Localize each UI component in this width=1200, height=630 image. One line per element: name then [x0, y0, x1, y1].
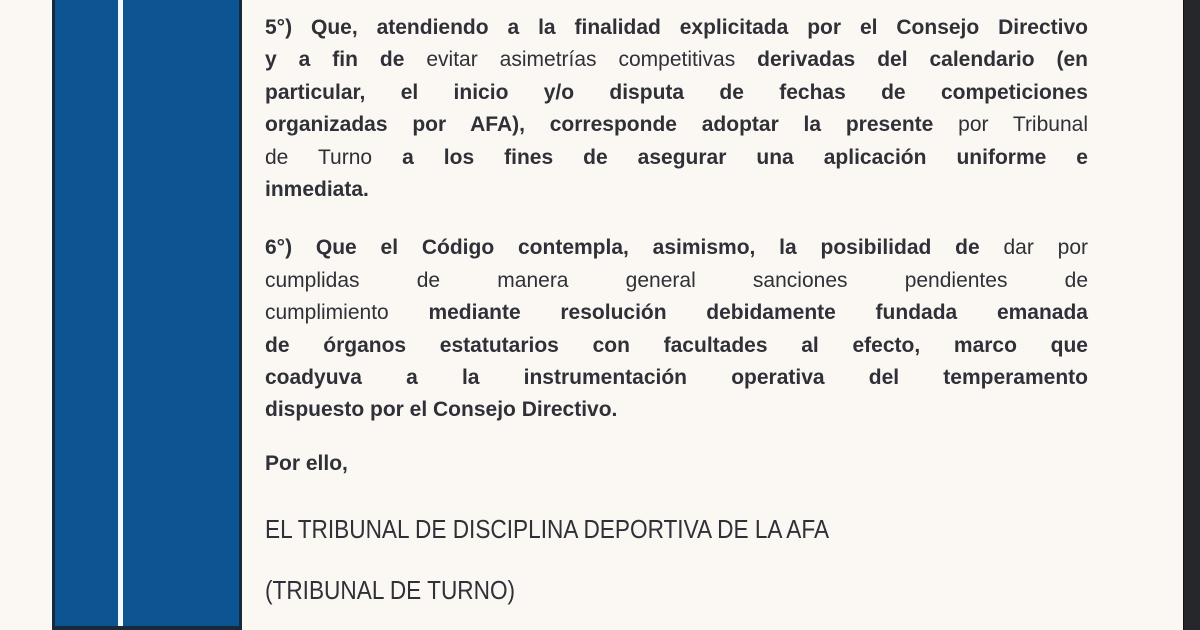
- document-line: [265, 394, 1088, 426]
- paragraph-considerando-6: [265, 232, 1088, 426]
- regular-text-segment: de Turno: [265, 145, 403, 169]
- regular-text-segment: cumplimiento: [265, 301, 429, 325]
- bold-text-segment: de órganos estatutarios con facultades al efecto, marco que: [265, 333, 1088, 357]
- bold-text-segment: derivadas del calendario (en: [757, 48, 1088, 72]
- afa-brand-bars: [52, 0, 242, 630]
- right-edge-bar: [1183, 0, 1200, 630]
- document-line: [265, 265, 1088, 297]
- document-line: [265, 44, 1088, 76]
- bold-text-segment: coadyuva a la instrumentación operativa del temperamento: [265, 366, 1088, 390]
- document-line: [265, 330, 1088, 362]
- document-line: [265, 109, 1088, 141]
- bold-text-segment: a los fines de asegurar una aplicación uniforme e: [402, 145, 1088, 169]
- closing-phrase: Por ello,: [265, 451, 348, 475]
- bold-text-segment: dispuesto por el Consejo Directivo.: [265, 398, 618, 422]
- document-body: [265, 0, 1088, 606]
- document-line: [265, 297, 1088, 329]
- regular-text-segment: cumplidas de manera general sanciones pendientes de: [265, 268, 1088, 292]
- bold-text-segment: y a fin de: [265, 48, 427, 72]
- document-line: [265, 174, 1088, 206]
- regular-text-segment: dar por: [1003, 236, 1089, 260]
- tribunal-subtitle: (TRIBUNAL DE TURNO): [265, 574, 516, 605]
- bold-text-segment: particular, el inicio y/o disputa de fechas de competiciones: [265, 80, 1088, 104]
- document-line: [265, 12, 1088, 44]
- brand-bar-divider: [118, 0, 123, 626]
- document-line: [265, 142, 1088, 174]
- bold-text-segment: 5°) Que, atendiendo a la finalidad explicitada por el Consejo Directivo: [265, 16, 1088, 39]
- bold-text-segment: organizadas por AFA), corresponde adoptar la presente: [265, 113, 959, 137]
- document-line: [265, 362, 1088, 394]
- tribunal-title: EL TRIBUNAL DE DISCIPLINA DEPORTIVA DE LA AFA: [265, 514, 830, 545]
- regular-text-segment: evitar asimetrías competitivas: [426, 48, 758, 72]
- document-line: [265, 232, 1088, 264]
- regular-text-segment: por Tribunal: [958, 113, 1088, 137]
- bold-text-segment: mediante resolución debidamente fundada emanada: [428, 301, 1088, 325]
- paragraph-considerando-5: [265, 12, 1088, 206]
- document-line: [265, 77, 1088, 109]
- bold-text-segment: inmediata.: [265, 178, 369, 202]
- bold-text-segment: 6°) Que el Código contempla, asimismo, la posibilidad de: [265, 236, 1004, 260]
